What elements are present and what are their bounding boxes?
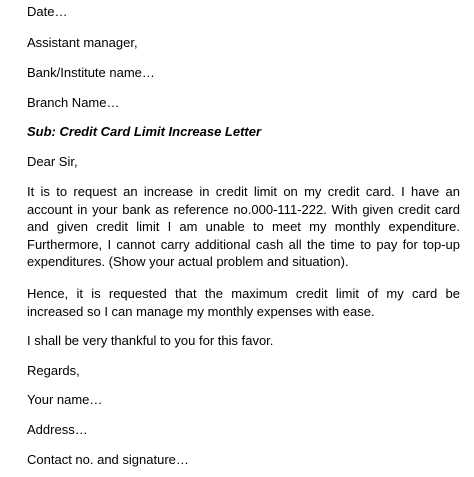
contact-signature-line: Contact no. and signature… xyxy=(27,452,189,467)
subject-line: Sub: Credit Card Limit Increase Letter xyxy=(27,124,262,139)
branch-name-line: Branch Name… xyxy=(27,95,120,110)
address-line: Address… xyxy=(27,422,88,437)
body-paragraph-thanks: I shall be very thankful to you for this favor. xyxy=(27,333,274,348)
bank-name-line: Bank/Institute name… xyxy=(27,65,155,80)
body-paragraph-hence: Hence, it is requested that the maximum credit limit of my card be increased so I can manage my monthly expenses with ease. xyxy=(27,286,460,319)
salutation: Dear Sir, xyxy=(27,154,78,169)
recipient-title: Assistant manager, xyxy=(27,35,138,50)
body-paragraph-request: It is to request an increase in credit limit on my credit card. I have an account in your bank as reference no.000-111-222. With given credit card and given credit limit I am unable to meet my monthly expenditure. Furthermore, I cannot carry additional cash all the time to pay for top-up expenditures. (Show your actual problem and situation). xyxy=(27,184,460,269)
date-line: Date… xyxy=(27,4,68,19)
closing: Regards, xyxy=(27,363,80,378)
sender-name-line: Your name… xyxy=(27,392,103,407)
